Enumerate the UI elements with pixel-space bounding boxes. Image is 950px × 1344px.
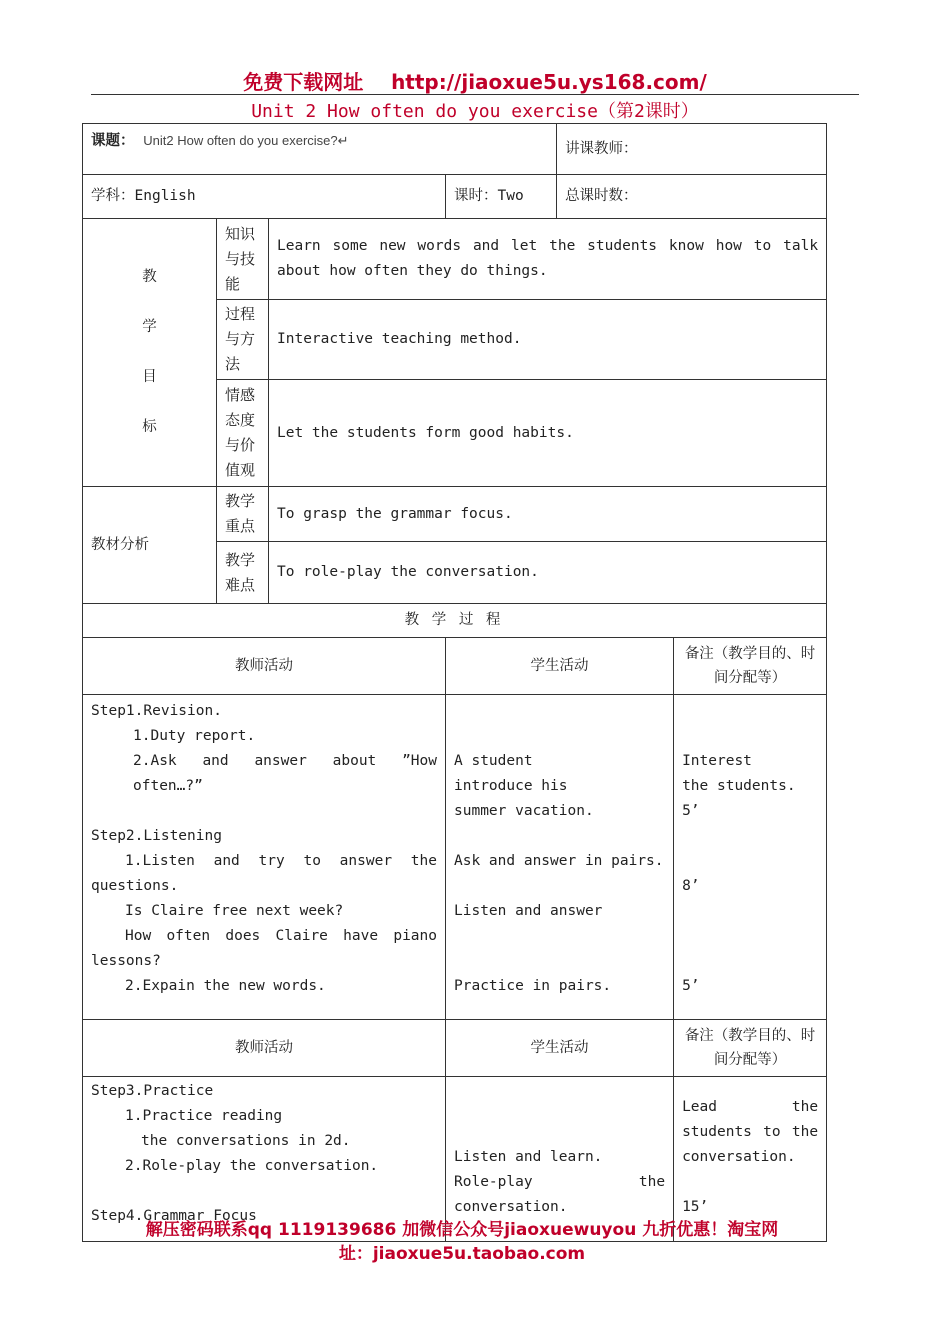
teacher-line: 1.Practice reading (125, 1108, 283, 1124)
objective-label-attitude: 情感态度与价值观 (217, 380, 269, 487)
process-heading: 教 学 过 程 (83, 604, 827, 638)
teacher-line: How often does Claire have piano (125, 928, 437, 944)
teacher-cell (557, 124, 827, 175)
objectives-label (83, 219, 217, 487)
objective-text-attitude: Let the students form good habits. (269, 380, 827, 487)
analysis-text-difficulty: To role-play the conversation. (269, 542, 827, 604)
period-value: Two (497, 188, 524, 204)
teacher-line: Step2.Listening (91, 828, 222, 844)
teacher-line: 1.Duty report. (133, 728, 256, 744)
student-line: conversation. (454, 1199, 568, 1215)
student-line: Role-play the (454, 1174, 666, 1190)
objectives-char: 标 (142, 419, 157, 435)
notes-line: Interest (682, 753, 752, 769)
student-line: Listen and answer (454, 903, 603, 919)
student-line: introduce his (454, 778, 568, 794)
site-header (0, 66, 950, 95)
objective-text-knowledge: Learn some new words and let the students know how to talk about how often they do things. (269, 219, 827, 300)
teacher-line: 2.Ask and answer about ”How (133, 753, 437, 769)
teacher-line: Step4.Grammar Focus (91, 1208, 257, 1224)
topic-label: 课题： (91, 133, 135, 149)
block1-teacher (83, 695, 446, 1020)
objective-text-process: Interactive teaching method. (269, 300, 827, 380)
notes-line: 5’ (682, 803, 700, 819)
site-label: 免费下载网址 (243, 70, 364, 94)
analysis-label: 教材分析 (83, 487, 217, 604)
analysis-text-focus: To grasp the grammar focus. (269, 487, 827, 542)
block2-student (446, 1077, 674, 1242)
col-student-activity: 学生活动 (446, 638, 674, 695)
notes-line: 15’ (682, 1199, 709, 1215)
student-line: summer vacation. (454, 803, 594, 819)
notes-line: Lead the (682, 1099, 819, 1115)
topic-cell (83, 124, 557, 175)
student-line: A student (454, 753, 533, 769)
notes-line: the students. (682, 778, 796, 794)
block1-notes (674, 695, 827, 1020)
col-teacher-activity: 教师活动 (83, 638, 446, 695)
col-student-activity-2: 学生活动 (446, 1020, 674, 1077)
notes-line: students to the (682, 1124, 819, 1140)
notes-line: 5’ (682, 978, 700, 994)
teacher-line: lessons? (91, 953, 161, 969)
teacher-line: often…?” (133, 778, 203, 794)
footer-line-1: 解压密码联系qq 1119139686 加微信公众号jiaoxuewuyou 九折优惠！淘宝网 (145, 1220, 779, 1240)
student-line: Ask and answer in pairs. (454, 853, 664, 869)
notes-line: 8’ (682, 878, 700, 894)
teacher-line: 2.Expain the new words. (125, 978, 326, 994)
page-title: Unit 2 How often do you exercise（第2课时） (251, 101, 699, 122)
footer (82, 1218, 842, 1266)
objectives-char: 学 (142, 319, 157, 335)
period-label: 课时： (454, 188, 498, 204)
block2-notes (674, 1077, 827, 1242)
teacher-line: Step3.Practice (91, 1083, 214, 1099)
analysis-label-difficulty: 教学难点 (217, 542, 269, 604)
objective-label-knowledge: 知识与技能 (217, 219, 269, 300)
student-line: Listen and learn. (454, 1149, 603, 1165)
block1-student (446, 695, 674, 1020)
subject-label: 学科： (91, 188, 135, 204)
total-cell (557, 175, 827, 219)
teacher-line: 2.Role-play the conversation. (125, 1158, 379, 1174)
col-teacher-activity-2: 教师活动 (83, 1020, 446, 1077)
objectives-char: 教 (142, 269, 157, 285)
teacher-line: Is Claire free next week? (125, 903, 344, 919)
objectives-char: 目 (142, 369, 157, 385)
analysis-label-focus: 教学重点 (217, 487, 269, 542)
footer-line-2[interactable]: 址：jiaoxue5u.taobao.com (338, 1244, 586, 1264)
teacher-line: Step1.Revision. (91, 703, 222, 719)
block2-teacher (83, 1077, 446, 1242)
objective-label-process: 过程与方法 (217, 300, 269, 380)
teacher-line: 1.Listen and try to answer the (125, 853, 437, 869)
site-url[interactable]: http://jiaoxue5u.ys168.com/ (391, 70, 707, 94)
topic-value: Unit2 How often do you exercise?↵ (143, 133, 349, 148)
subject-value: English (134, 188, 196, 204)
header-rule (91, 94, 859, 95)
teacher-line: questions. (91, 878, 179, 894)
lesson-plan-table (82, 123, 827, 1242)
student-line: Practice in pairs. (454, 978, 612, 994)
teacher-label: 讲课教师： (565, 140, 638, 157)
col-notes-2: 备注（教学目的、时间分配等） (674, 1020, 827, 1077)
notes-line: conversation. (682, 1149, 796, 1165)
total-label: 总课时数： (565, 188, 638, 204)
col-notes: 备注（教学目的、时间分配等） (674, 638, 827, 695)
period-cell (446, 175, 557, 219)
subject-cell (83, 175, 446, 219)
teacher-line: the conversations in 2d. (141, 1133, 351, 1149)
